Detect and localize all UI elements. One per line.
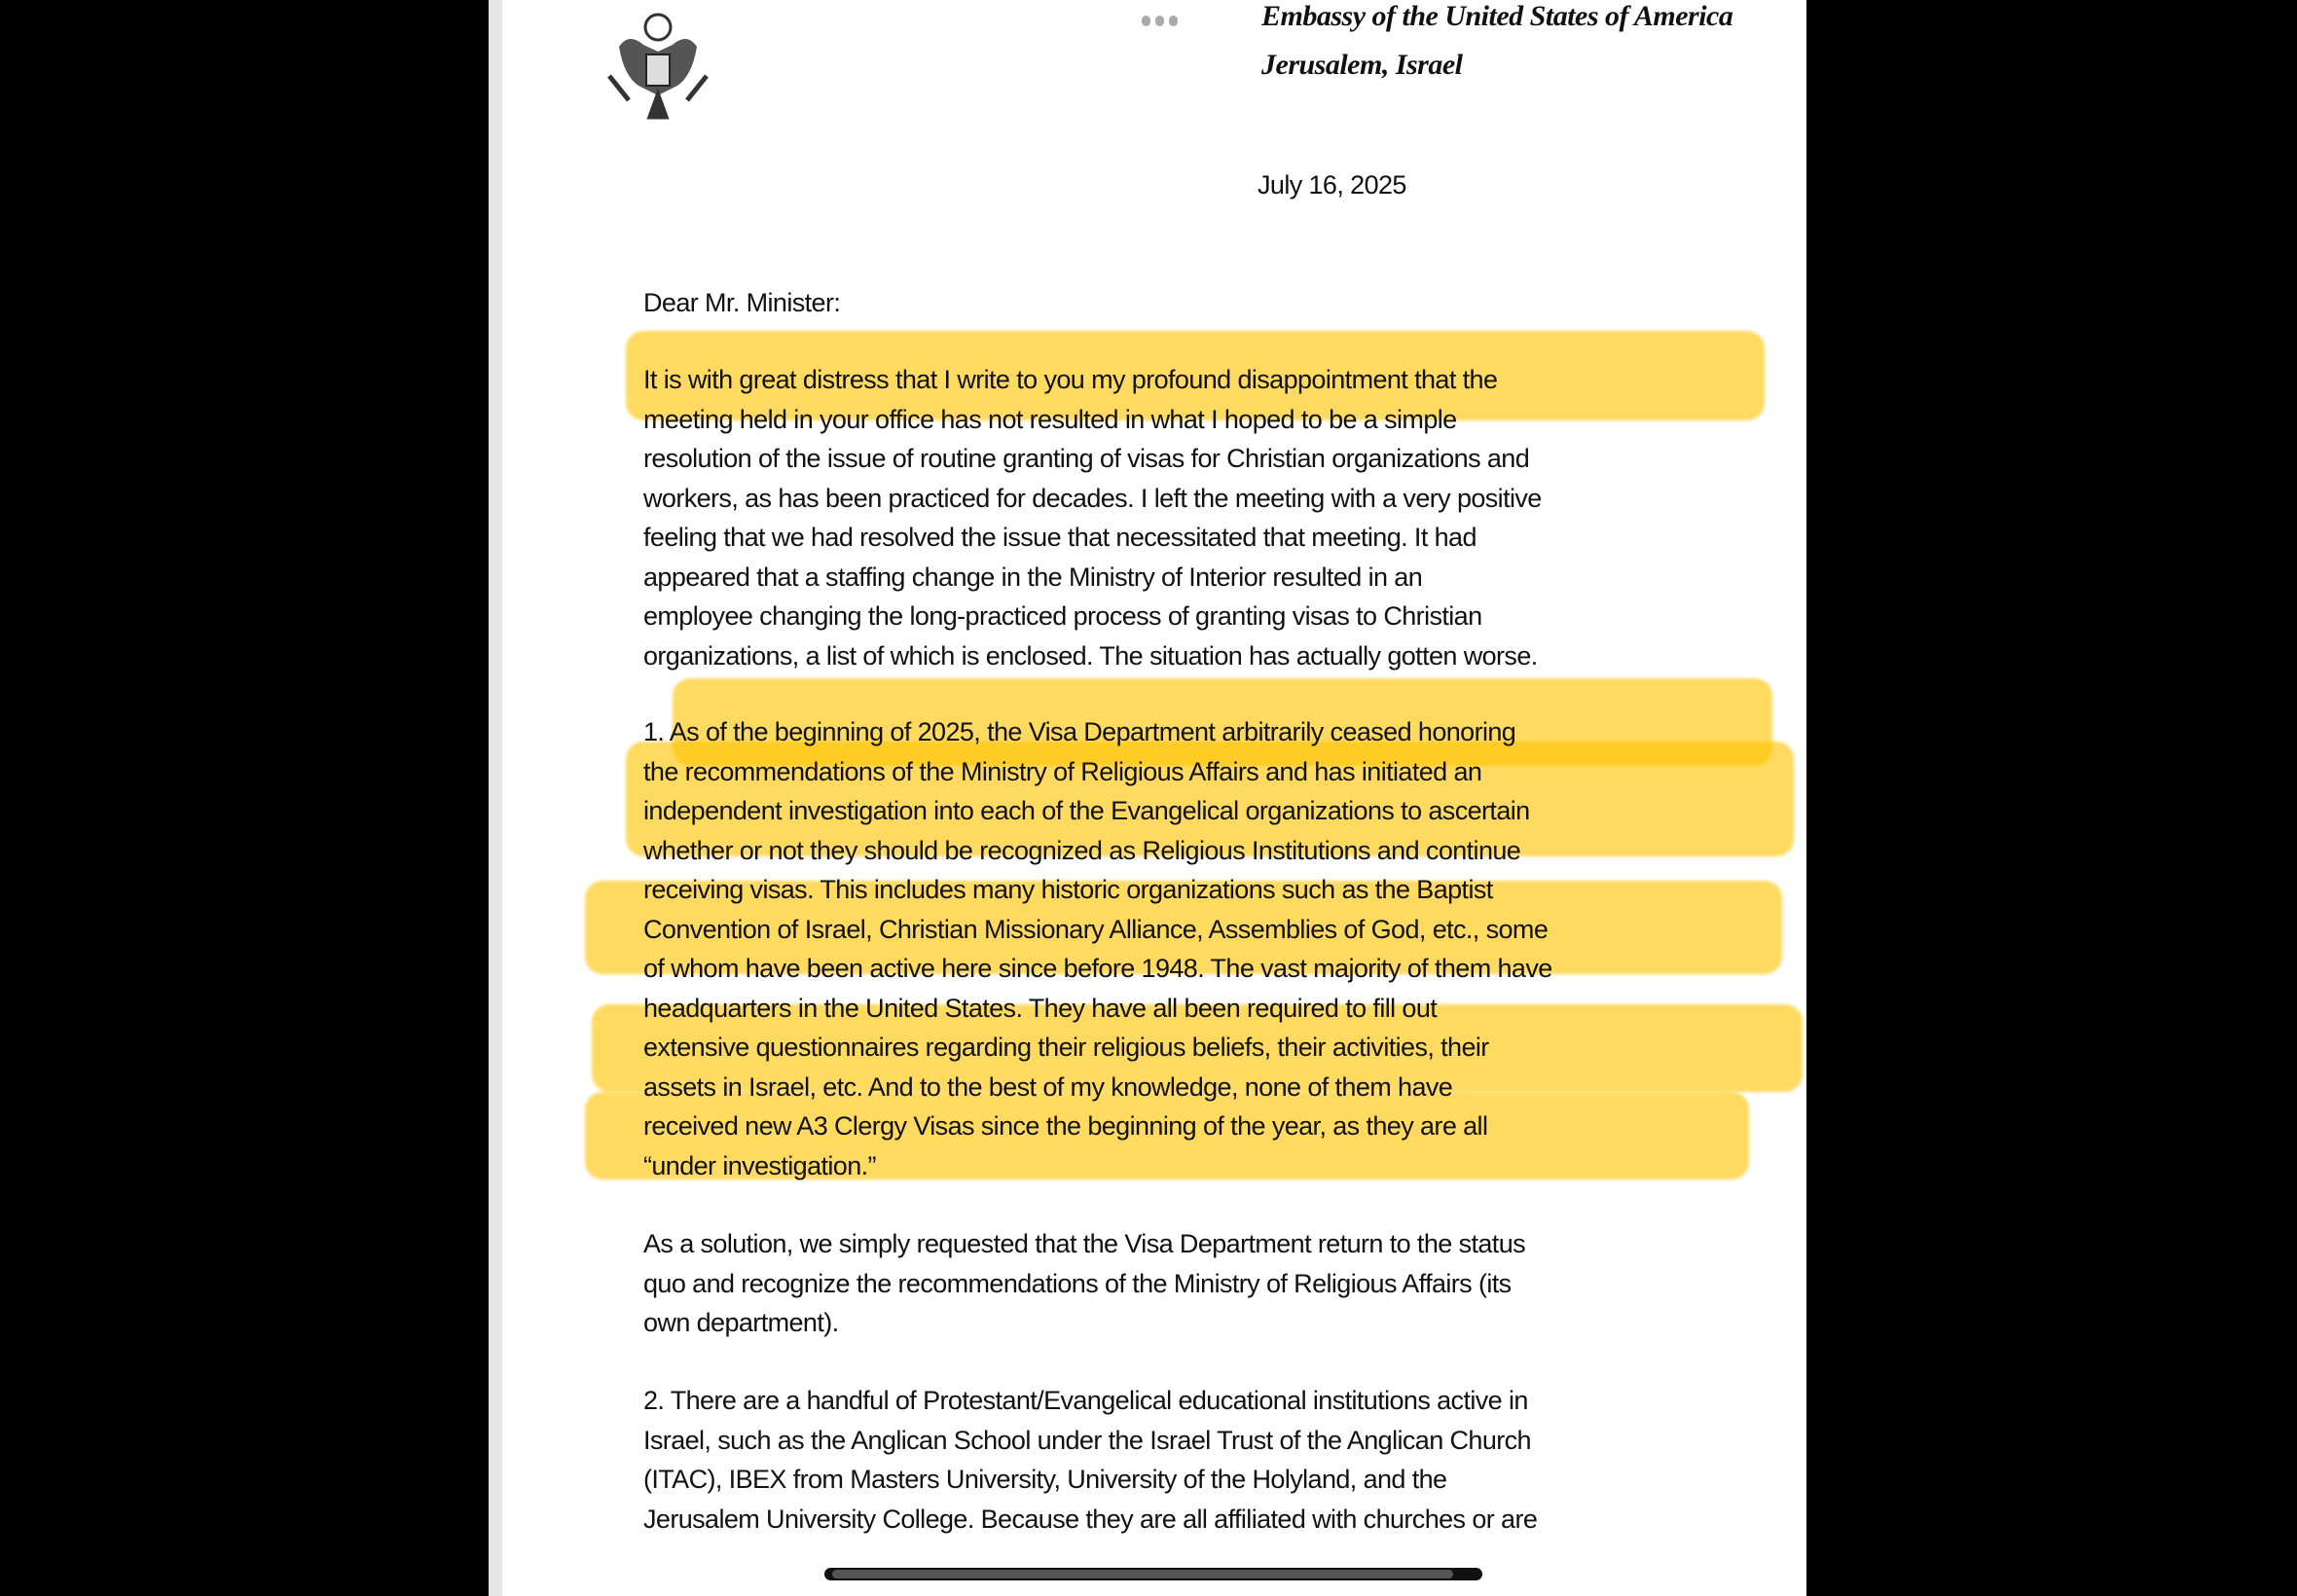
great-seal-icon: [600, 8, 716, 121]
text-line: Convention of Israel, Christian Missionary Alliance, Assemblies of God, etc., some: [643, 914, 1549, 944]
text-line: 2. There are a handful of Protestant/Evangelical educational institutions active in: [643, 1386, 1528, 1415]
text-line: “under investigation.”: [643, 1150, 876, 1180]
text-line: own department).: [643, 1308, 839, 1337]
text-line: workers, as has been practiced for decades. I left the meeting with a very positive: [643, 483, 1542, 513]
text-line: resolution of the issue of routine granting of visas for Christian organizations and: [643, 444, 1530, 473]
letterhead-location: Jerusalem, Israel: [1261, 49, 1463, 81]
more-options-icon[interactable]: [1142, 16, 1178, 26]
text-line: organizations, a list of which is enclosed. The situation has actually gotten worse.: [643, 640, 1538, 671]
text-line: quo and recognize the recommendations of the Ministry of Religious Affairs (its: [643, 1268, 1512, 1298]
text-line: It is with great distress that I write to you my profound disappointment that the: [643, 365, 1498, 394]
text-line: independent investigation into each of the Evangelical organizations to ascertain: [643, 796, 1530, 825]
point-2: [643, 1381, 1537, 1539]
text-line: headquarters in the United States. They have all been required to fill out: [643, 993, 1438, 1023]
text-line: assets in Israel, etc. And to the best of my knowledge, none of them have: [643, 1071, 1453, 1102]
text-line: As a solution, we simply requested that the Visa Department return to the status: [643, 1229, 1526, 1258]
solution-paragraph: [643, 1224, 1525, 1343]
text-line: (ITAC), IBEX from Masters University, University of the Holyland, and the: [643, 1465, 1447, 1494]
text-line: employee changing the long-practiced process of granting visas to Christian: [643, 601, 1482, 631]
text-line: received new A3 Clergy Visas since the beginning of the year, as they are all: [643, 1111, 1488, 1141]
text-line: appeared that a staffing change in the Ministry of Interior resulted in an: [643, 562, 1423, 592]
text-line: meeting held in your office has not resulted in what I hoped to be a simple: [643, 404, 1457, 434]
document-page: [489, 0, 1806, 1596]
text-line: 1. As of the beginning of 2025, the Visa Department arbitrarily ceased honoring: [643, 717, 1516, 746]
text-line: Jerusalem University College. Because they are all affiliated with churches or are: [643, 1504, 1538, 1534]
text-line: feeling that we had resolved the issue that necessitated that meeting. It had: [643, 523, 1477, 552]
salutation: Dear Mr. Minister:: [643, 288, 841, 317]
text-line: whether or not they should be recognized as Religious Institutions and continue: [643, 835, 1521, 865]
point-1: [643, 712, 1552, 1185]
paragraph-1: [643, 360, 1542, 675]
text-line: receiving visas. This includes many historic organizations such as the Baptist: [643, 875, 1493, 904]
text-line: the recommendations of the Ministry of Religious Affairs and has initiated an: [643, 756, 1482, 786]
letterhead-org: Embassy of the United States of America: [1261, 0, 1733, 32]
letter-date: July 16, 2025: [1258, 170, 1406, 200]
text-line: Israel, such as the Anglican School under the Israel Trust of the Anglican Church: [643, 1425, 1531, 1455]
text-line: of whom have been active here since before 1948. The vast majority of them have: [643, 954, 1552, 983]
text-line: extensive questionnaires regarding their religious beliefs, their activities, their: [643, 1033, 1489, 1062]
home-indicator[interactable]: [824, 1568, 1482, 1580]
